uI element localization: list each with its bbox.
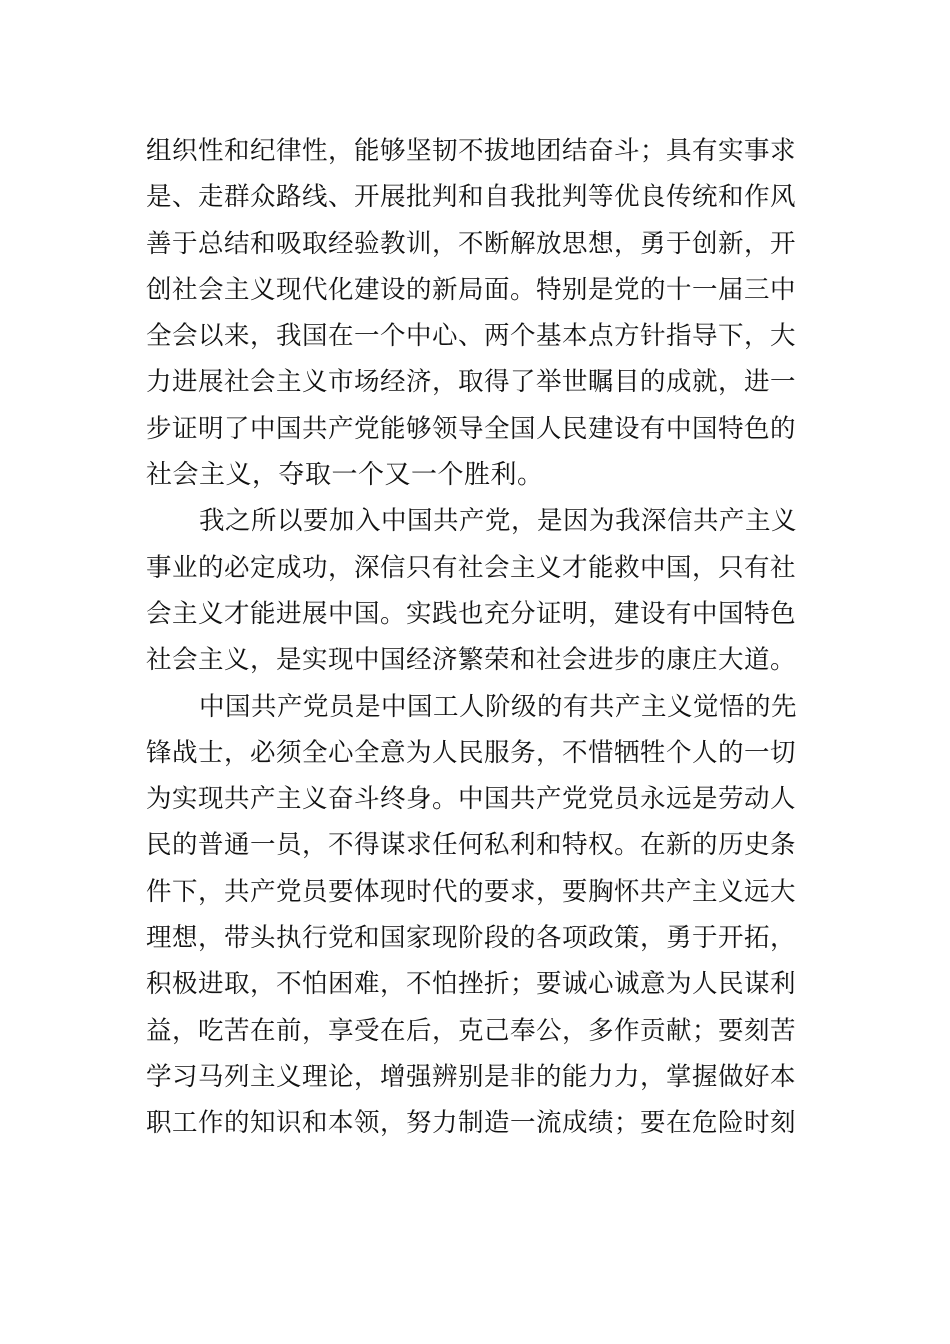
text-line: 益，吃苦在前，享受在后，克己奉公，多作贡献；要刻苦	[146, 1015, 797, 1046]
text-line: 创社会主义现代化建设的新局面。特别是党的十一届三中	[146, 274, 797, 305]
text-line: 理想，带头执行党和国家现阶段的各项政策，勇于开拓，	[146, 923, 797, 954]
text-line: 锋战士，必须全心全意为人民服务，不惜牺牲个人的一切	[146, 737, 797, 768]
document-body	[146, 128, 808, 1147]
text-line: 善于总结和吸取经验教训，不断解放思想，勇于创新，开	[146, 228, 797, 259]
text-line: 步证明了中国共产党能够领导全国人民建设有中国特色的	[146, 413, 797, 444]
text-line: 为实现共产主义奋斗终身。中国共产党党员永远是劳动人	[146, 784, 797, 815]
text-line: 积极进取，不怕困难，不怕挫折；要诚心诚意为人民谋利	[146, 969, 797, 1000]
text-line: 职工作的知识和本领，努力制造一流成绩；要在危险时刻	[146, 1108, 797, 1139]
text-line: 组织性和纪律性，能够坚韧不拔地团结奋斗；具有实事求	[146, 136, 797, 166]
text-line: 会主义才能进展中国。实践也充分证明，建设有中国特色	[146, 598, 797, 629]
text-line: 社会主义，是实现中国经济繁荣和社会进步的康庄大道。	[146, 645, 797, 676]
text-line: 件下，共产党员要体现时代的要求，要胸怀共产主义远大	[146, 876, 797, 907]
text-line: 事业的必定成功，深信只有社会主义才能救中国，只有社	[146, 552, 797, 583]
text-line: 民的普通一员，不得谋求任何私利和特权。在新的历史条	[146, 830, 797, 861]
text-line: 是、走群众路线、开展批判和自我批判等优良传统和作风	[146, 182, 797, 213]
text-line: 学习马列主义理论，增强辨别是非的能力力，掌握做好本	[146, 1061, 797, 1092]
text-line: 全会以来，我国在一个中心、两个基本点方针指导下，大	[146, 321, 797, 352]
paragraph-first-line: 我之所以要加入中国共产党，是因为我深信共产主义	[199, 506, 798, 537]
paragraph-first-line: 中国共产党员是中国工人阶级的有共产主义觉悟的先	[199, 691, 798, 722]
text-line: 社会主义，夺取一个又一个胜利。	[146, 460, 544, 491]
text-line: 力进展社会主义市场经济，取得了举世瞩目的成就，进一	[146, 367, 797, 398]
